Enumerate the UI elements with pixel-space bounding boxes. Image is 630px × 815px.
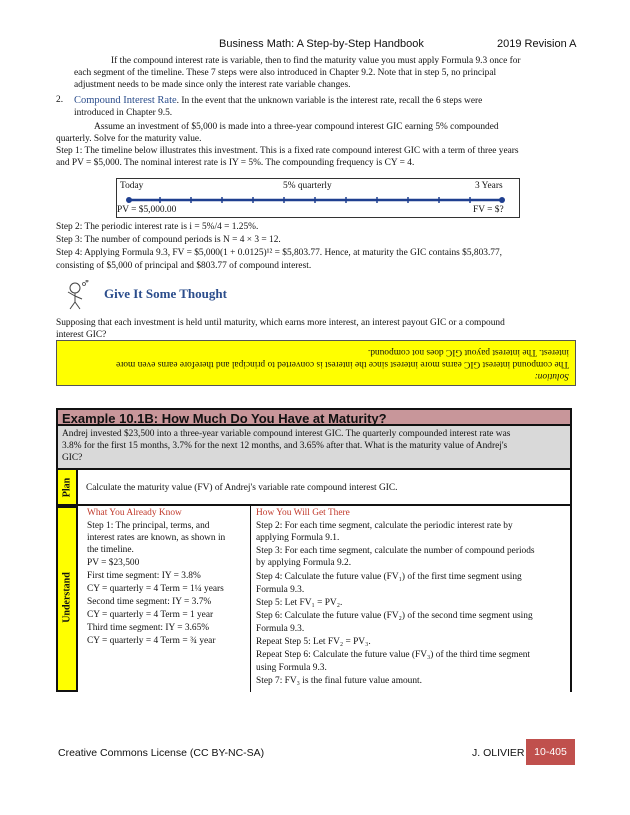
thought-heading: Give It Some Thought [104,286,227,301]
right-item: Repeat Step 5: Let FV₂ = PV₃. [256,637,371,647]
timeline-box [116,178,520,218]
example-line: Assume an investment of $5,000 is made into a three-year compound interest GIC earning 5% compounded [94,122,499,132]
timeline-pv-label: PV = $5,000.00 [117,205,177,215]
footer-license: Creative Commons License (CC BY-NC-SA) [58,747,265,759]
footer-author: J. OLIVIER [472,747,525,759]
right-item: by applying Formula 9.2. [256,558,352,568]
step-line: and PV = $5,000. The nominal interest rate is IY = 5%. The compounding frequency is CY = 4. [56,158,415,168]
right-item: Step 3: For each time segment, calculate the number of compound periods [256,546,535,556]
right-item: Step 7: FV₃ is the final future value amount. [256,676,422,686]
timeline-end-label: 3 Years [475,181,503,191]
item-heading: Compound Interest Rate [74,95,177,106]
timeline-axis [117,179,519,217]
left-item: CY = quarterly = 4 Term = 1¼ years [87,584,224,594]
step-line: Step 2: The periodic interest rate is i = 5%/4 = 1.25%. [56,222,259,232]
column-divider [250,506,251,692]
right-item: Repeat Step 6: Calculate the future value (FV₃) of the third time segment [256,650,531,660]
solution-box [56,340,576,386]
timeline-fv-label: FV = $? [473,205,504,215]
thinking-figure-icon [60,280,90,310]
plan-text: Calculate the maturity value (FV) of Andrej's variable rate compound interest GIC. [86,483,398,493]
right-item: Step 6: Calculate the future value (FV₂) of the second time segment using [256,611,533,621]
item-text: . In the event that the unknown variable is the interest rate, recall the 6 steps were [176,96,483,106]
right-item: using Formula 9.3. [256,663,327,673]
question-line: GIC? [62,453,83,463]
page-number-badge: 10-405 [526,739,575,765]
question-line: 3.8% for the first 15 months, 3.7% for the next 12 months, and 3.65% after that. What is the maturity value of Andrej's [62,441,508,451]
header-revision: 2019 Revision A [497,38,577,50]
header-title: Business Math: A Step-by-Step Handbook [219,38,424,50]
solution-flipped-content [57,341,575,385]
right-item: applying Formula 9.1. [256,533,340,543]
para-line: each segment of the timeline. These 7 steps were also introduced in Chapter 9.2. Note that in step 5, no principal [74,68,497,78]
left-item: Second time segment: IY = 3.7% [87,597,212,607]
left-item: Third time segment: IY = 3.65% [87,623,210,633]
left-item: the timeline. [87,545,134,555]
step-line: consisting of $5,000 of principal and $803.77 of compound interest. [56,261,312,271]
solution-label: Solution: [534,371,569,381]
solution-line: The compound interest GIC earns more interest since the interest is converted to principal and therefore earns even more [116,359,569,369]
left-item: CY = quarterly = 4 Term = 1 year [87,610,214,620]
list-number: 2. [56,95,64,105]
step-line: Step 3: The number of compound periods is N = 4 × 3 = 12. [56,235,281,245]
understand-label: Understand [61,572,73,623]
right-item: Formula 9.3. [256,624,305,634]
understand-cell [78,506,572,692]
timeline-rate-label: 5% quarterly [283,181,332,191]
right-item: Step 2: For each time segment, calculate the periodic interest rate by [256,521,513,531]
step-line: Step 4: Applying Formula 9.3, FV = $5,000(1 + 0.0125)¹² = $5,803.77. Hence, at maturity the GIC contains $5,803.77, [56,248,503,258]
item-line [74,95,482,108]
solution-line: interest. The interest payout GIC does not compound. [367,347,569,357]
question-line: Andrej invested $23,500 into a three-year variable compound interest GIC. The quarterly compounded interest rate was [62,429,511,439]
para-line: If the compound interest rate is variable, then to find the maturity value you must apply Formula 9.3 once for [111,56,521,66]
thought-question-line: interest GIC? [56,330,107,340]
example-title: Example 10.1B: How Much Do You Have at Maturity? [56,408,572,426]
step-line: Step 1: The timeline below illustrates this investment. This is a fixed rate compound interest GIC with a term of three years [56,146,519,156]
plan-label: Plan [61,477,73,498]
item-line: introduced in Chapter 9.5. [74,108,173,118]
plan-cell [78,468,572,506]
left-item: PV = $23,500 [87,558,140,568]
left-column-heading: What You Already Know [87,508,182,518]
timeline-start-label: Today [120,181,144,191]
thought-question-line: Supposing that each investment is held until maturity, which earns more interest, an interest payout GIC or a compound [56,318,505,328]
right-item: Step 4: Calculate the future value (FV₁) of the first time segment using [256,572,522,582]
left-item: interest rates are known, as shown in [87,533,226,543]
right-item: Formula 9.3. [256,585,305,595]
right-column-heading: How You Will Get There [256,508,350,518]
para-line: adjustment needs to be made since only the interest rate variable changes. [74,80,351,90]
example-line: quarterly. Solve for the maturity value. [56,134,202,144]
plan-tab [56,468,78,506]
left-item: Step 1: The principal, terms, and [87,521,210,531]
example-question [56,426,572,468]
right-item: Step 5: Let FV₁ = PV₂. [256,598,343,608]
left-item: First time segment: IY = 3.8% [87,571,201,581]
left-item: CY = quarterly = 4 Term = ¾ year [87,636,216,646]
understand-tab [56,506,78,692]
